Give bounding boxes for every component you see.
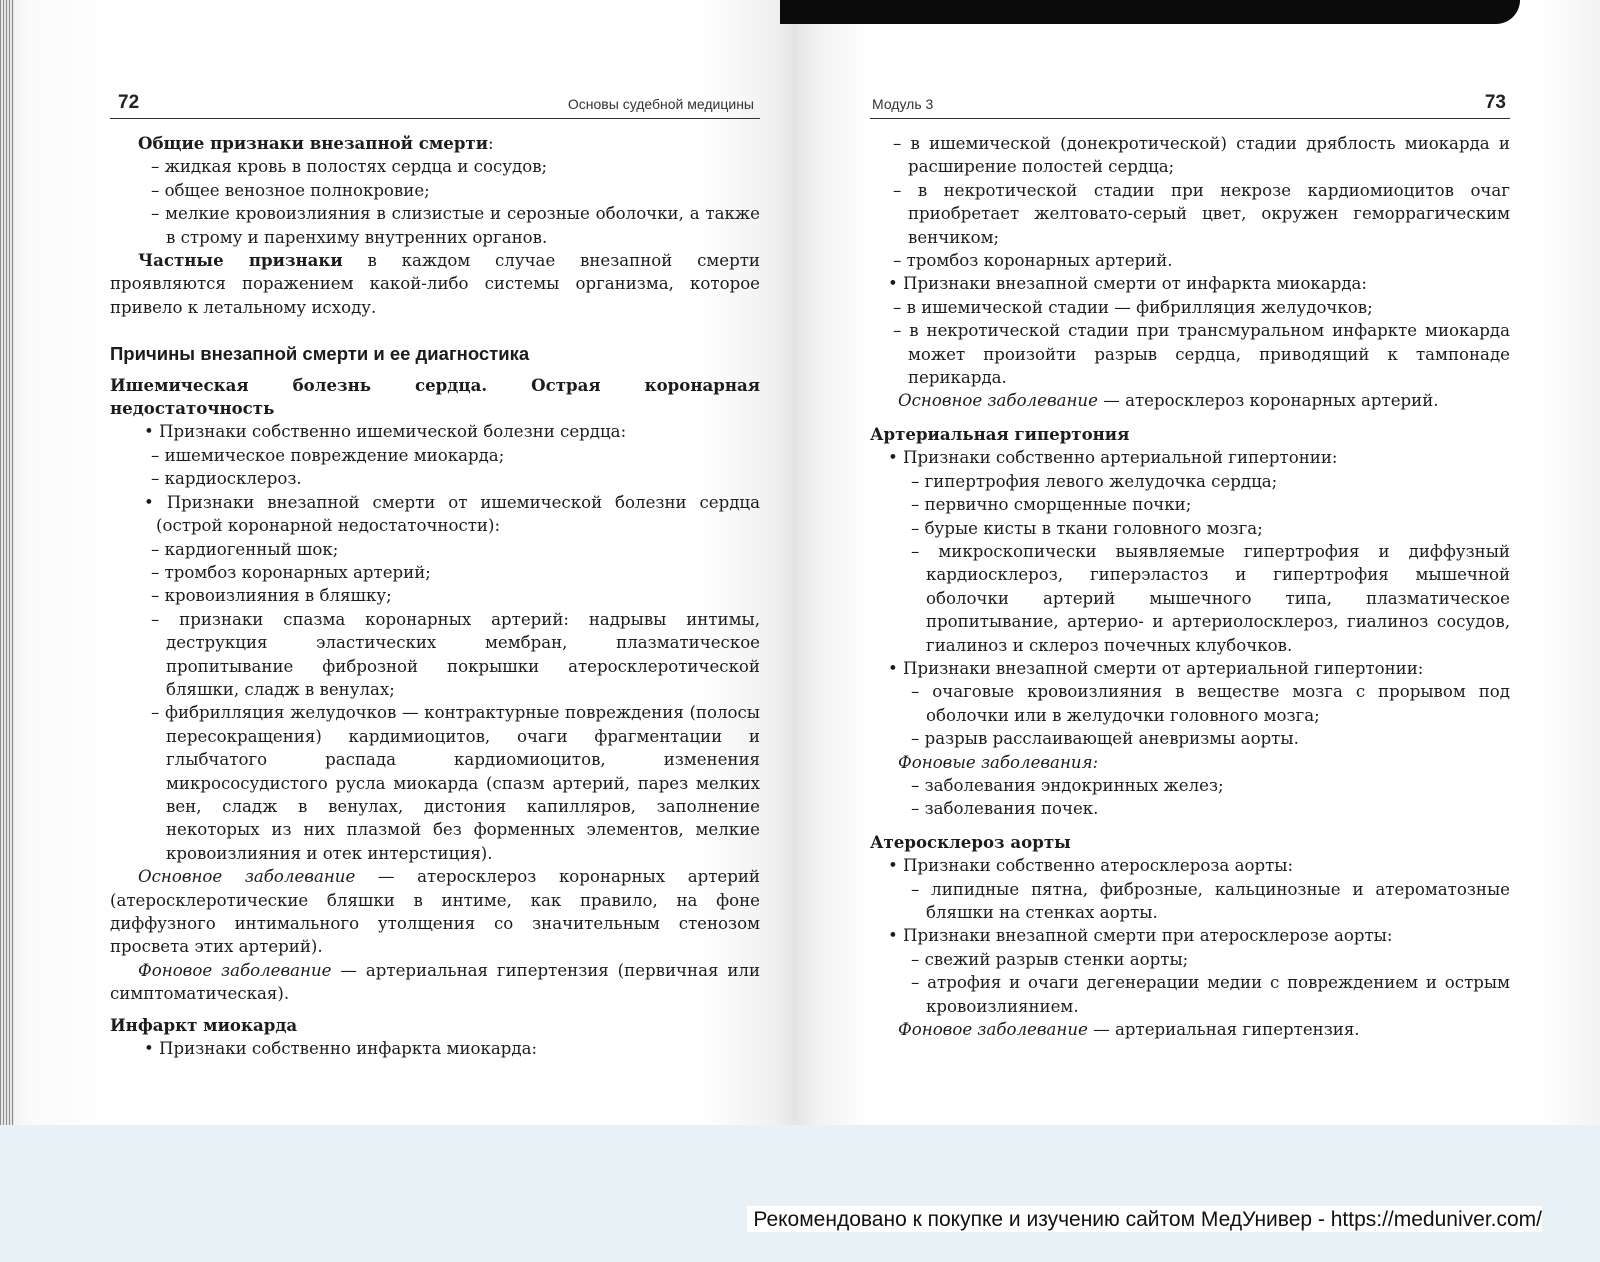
background-disease-label: Фоновое заболевание [138,960,332,980]
list-item: – разрыв расслаивающей аневризмы аорты. [911,729,1299,749]
list-item: – тромбоз коронарных артерий. [893,251,1173,271]
common-signs-title: Общие признаки внезапной смерти: [138,133,494,153]
aorta-heading: Атеросклероз аорты [870,831,1071,852]
htn-background-label: Фоновые заболевания: [898,752,1099,772]
list-item: – ишемическое повреждение миокарда; [151,445,505,465]
list-item: – тромбоз коронарных артерий; [151,562,431,582]
right-running-head [870,92,1510,119]
main-disease-label: Основное заболевание [138,867,356,887]
list-item: – липидные пятна, фиброзные, кальцинозные и атероматозные бляшки на стенках аорты. [911,879,1510,922]
bottom-band [0,1125,1600,1262]
list-item: – мелкие кровоизлияния в слизистые и серозные оболочки, а также в строму и паренхиму внутренних органов. [151,204,760,247]
ihd-background-disease [110,959,760,1006]
list-item: – в некротической стадии при трансмуральном инфаркте миокарда может произойти разрыв сердца, приводящий к тампонаде перикарда. [893,321,1510,388]
particular-signs-title: Частные признаки [138,250,343,271]
list-item: – микроскопически выявляемые гипертрофия и диффузный кардиосклероз, гиперэластоз и гипертрофия мышечной оболочки артерий мышечного типа, плазматическое пропитывание, артерио- и артериолосклероз, гиалиноз сосудов, гиалиноз и склероз почечных клубочков. [911,541,1510,655]
mi-heading: Инфаркт миокарда [110,1014,298,1035]
list-item: – жидкая кровь в полостях сердца и сосудов; [151,157,548,177]
list-item: – очаговые кровоизлияния в веществе мозга с прорывом под оболочки или в желудочки головного мозга; [911,682,1510,725]
bullet-item: • Признаки внезапной смерти при атеросклерозе аорты: [888,926,1393,946]
ihd-main-disease [110,865,760,959]
list-item: – признаки спазма коронарных артерий: надрывы интимы, деструкция эластических мембран, плазматическое пропитывание фиброзной покрышки атеросклеротической бляшки, сладж в венулах; [151,609,760,699]
list-item: – кардиосклероз. [151,469,302,489]
list-item: – в ишемической стадии — фибрилляция желудочков; [893,297,1373,317]
common-signs-title-text: Общие признаки внезапной смерти [138,133,489,153]
particular-signs-text: в каждом случае внезапной смерти проявляются поражением какой-либо системы организма, которое привело к летальному исходу. [110,251,760,317]
background-disease-text: — артериальная гипертензия. [1093,1020,1360,1040]
top-shadow [780,0,1520,24]
bullet-item: • Признаки собственно ишемической болезни сердца: [144,422,627,442]
left-running-title: Основы судебной медицины [567,96,754,112]
right-page-number: 73 [1484,92,1506,113]
bullet-item: • Признаки собственно инфаркта миокарда: [144,1039,538,1059]
list-item: – кардиогенный шок; [151,539,339,559]
watermark-link[interactable]: Рекомендовано к покупке и изучению сайтом МедУнивер - https://meduniver.com/ [747,1206,1542,1232]
main-disease-text: — атеросклероз коронарных артерий. [1103,391,1439,411]
background-disease-label: Фоновое заболевание [898,1020,1088,1040]
list-item: – общее венозное полнокровие; [151,180,430,200]
main-disease-text: — атеросклероз коронарных артерий (атеросклеротические бляшки в интиме, как правило, на фоне диффузного интимального утолщения со значительным стенозом просвета этих артерий). [110,867,760,957]
section-heading: Причины внезапной смерти и ее диагностика [110,343,530,365]
list-item: – атрофия и очаги дегенерации медии с повреждением и острым кровоизлиянием. [911,973,1510,1016]
list-item: – заболевания эндокринных желез; [911,775,1224,795]
list-item: – в некротической стадии при некрозе кардиомиоцитов очаг приобретает желтовато-серый цвет, окружен геморрагическим венчиком; [893,180,1510,247]
bullet-item: • Признаки собственно артериальной гипертонии: [888,448,1338,468]
background-disease-text: — артериальная гипертензия (первичная или симптоматическая). [110,960,761,1004]
bullet-item: • Признаки внезапной смерти от ишемической болезни сердца (острой коронарной недостаточности): [144,492,760,536]
left-body [110,132,760,1060]
main-disease-label: Основное заболевание [898,391,1098,411]
list-item: – кровоизлияния в бляшку; [151,586,392,606]
ihd-heading: Ишемическая болезнь сердца. Острая коронарная недостаточность [110,374,760,419]
right-body [870,132,1510,1041]
page-edges [0,0,14,1262]
left-running-head [110,92,760,119]
mi-main-disease [870,389,1510,412]
list-item: – гипертрофия левого желудочка сердца; [911,471,1278,491]
left-page-number: 72 [118,92,140,113]
list-item: – свежий разрыв стенки аорты; [911,949,1189,969]
list-item: – первично сморщенные почки; [911,495,1192,515]
bullet-item: • Признаки внезапной смерти от артериальной гипертонии: [888,658,1424,678]
list-item: – бурые кисты в ткани головного мозга; [911,518,1263,538]
htn-heading: Артериальная гипертония [870,423,1130,444]
list-item: – фибрилляция желудочков — контрактурные повреждения (полосы пересокращения) кардимиоцитов, очаги фрагментации и глыбчатого распада кардиомиоцитов, изменения микрососудистого русла миокарда (спазм артерий, парез мелких вен, сладж в венулах, дистония капилляров, заполнение некоторых из них плазмой без форменных элементов, мелкие кровоизлияния и отек интерстиция). [151,703,760,863]
bullet-item: • Признаки собственно атеросклероза аорты: [888,856,1294,876]
bullet-item: • Признаки внезапной смерти от инфаркта миокарда: [888,274,1368,294]
aorta-background-disease [870,1018,1510,1041]
list-item: – в ишемической (донекротической) стадии дряблость миокарда и расширение полостей сердца; [893,134,1510,177]
particular-signs-paragraph [110,249,760,319]
list-item: – заболевания почек. [911,799,1099,819]
right-running-title: Модуль 3 [872,96,934,112]
